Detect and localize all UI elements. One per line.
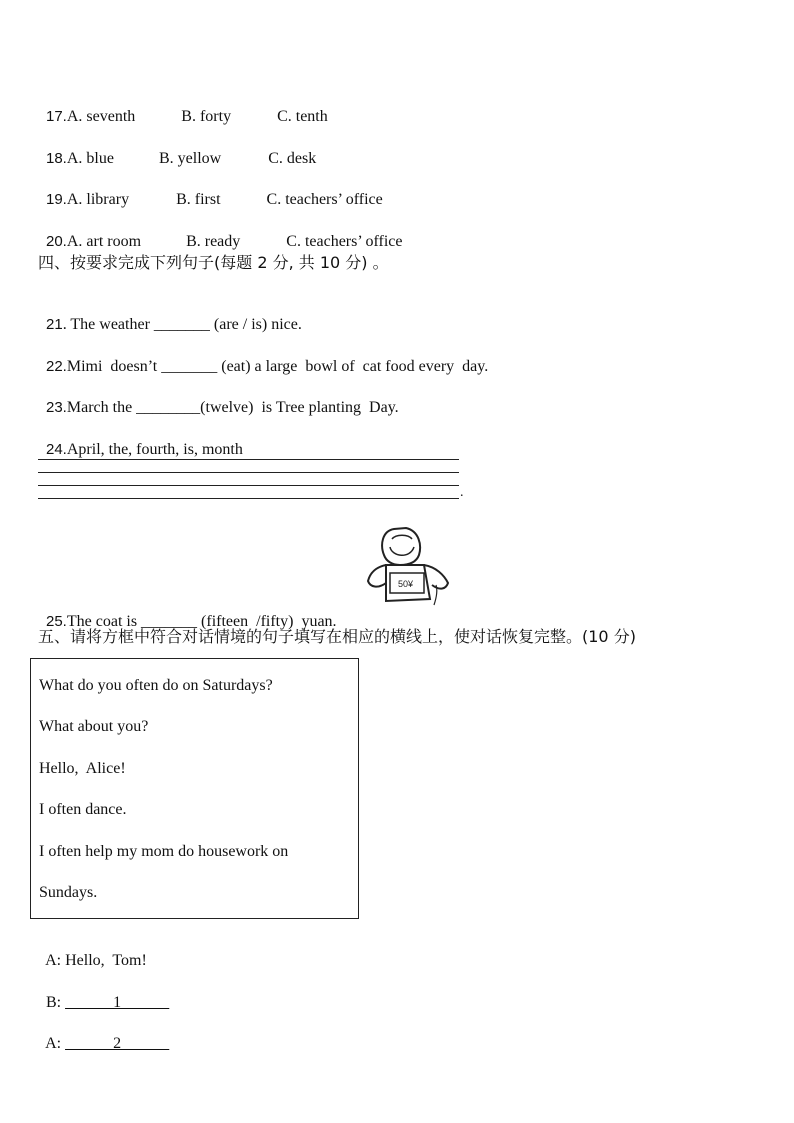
box-sentence: What do you often do on Saturdays? <box>39 677 273 694</box>
option-a: A. library <box>66 191 130 208</box>
option-b: B. forty <box>181 108 232 125</box>
box-sentence: Sundays. <box>39 884 98 901</box>
box-sentence: I often help my mom do housework on <box>39 843 289 860</box>
answer-blank-1[interactable]: ______1______ <box>65 994 170 1011</box>
question-19 <box>38 170 383 210</box>
speaker-label: A: <box>45 1035 62 1052</box>
question-18 <box>38 129 316 169</box>
box-sentence: Hello, Alice! <box>39 760 126 777</box>
option-c: C. tenth <box>277 108 328 125</box>
option-c: C. teachers’ office <box>266 191 383 208</box>
question-number: 22. <box>46 358 67 375</box>
question-21 <box>38 295 302 335</box>
option-c: C. teachers’ office <box>286 233 403 250</box>
option-a: A. seventh <box>66 108 136 125</box>
dialogue-line-a1 <box>38 931 147 971</box>
question-20 <box>38 212 403 252</box>
question-text: The coat is _______ (fifteen /fifty) yuan. <box>66 613 337 630</box>
question-text: Mimi doesn’t _______ (eat) a large bowl of cat food every day. <box>66 358 489 375</box>
question-number: 17. <box>46 108 67 125</box>
section-4-heading: 四、按要求完成下列句子(每题 2 分, 共 10 分) 。 <box>38 253 389 272</box>
question-text: . The weather _______ (are / is) nice. <box>62 316 302 333</box>
coat-illustration <box>364 525 459 610</box>
price-tag-label: 50¥ <box>398 579 414 589</box>
speaker-label: B: <box>46 994 62 1011</box>
question-number: 23. <box>46 399 67 416</box>
option-b: B. yellow <box>158 150 222 167</box>
option-c: C. desk <box>268 150 317 167</box>
question-number: 24. <box>46 441 67 458</box>
question-text: March the ________(twelve) is Tree planting Day. <box>66 399 399 416</box>
question-17 <box>38 87 328 127</box>
question-number: 25. <box>46 613 67 630</box>
question-number: 20. <box>46 233 67 250</box>
question-number: 18. <box>46 150 67 167</box>
option-b: B. first <box>176 191 221 208</box>
dialogue-line-a2 <box>38 1014 169 1054</box>
option-a: A. blue <box>66 150 114 167</box>
question-23 <box>38 378 399 418</box>
option-b: B. ready <box>186 233 241 250</box>
section-5-heading: 五、请将方框中符合对话情境的句子填写在相应的横线上，使对话恢复完整。(10 分) <box>38 627 636 646</box>
dialogue-line-b1 <box>38 973 169 1013</box>
question-22 <box>38 337 488 377</box>
box-sentence: I often dance. <box>39 801 127 818</box>
answer-writing-lines[interactable]: . <box>38 452 463 502</box>
question-number: 21 <box>46 316 63 333</box>
question-number: 19. <box>46 191 67 208</box>
option-a: A. art room <box>66 233 142 250</box>
speaker-label: A: <box>45 952 62 969</box>
answer-blank-2[interactable]: ______2______ <box>65 1035 170 1052</box>
box-sentence: What about you? <box>39 718 149 735</box>
sentence-box <box>30 658 359 919</box>
dialogue-text: Hello, Tom! <box>65 952 147 969</box>
question-text: April, the, fourth, is, month <box>66 441 243 458</box>
